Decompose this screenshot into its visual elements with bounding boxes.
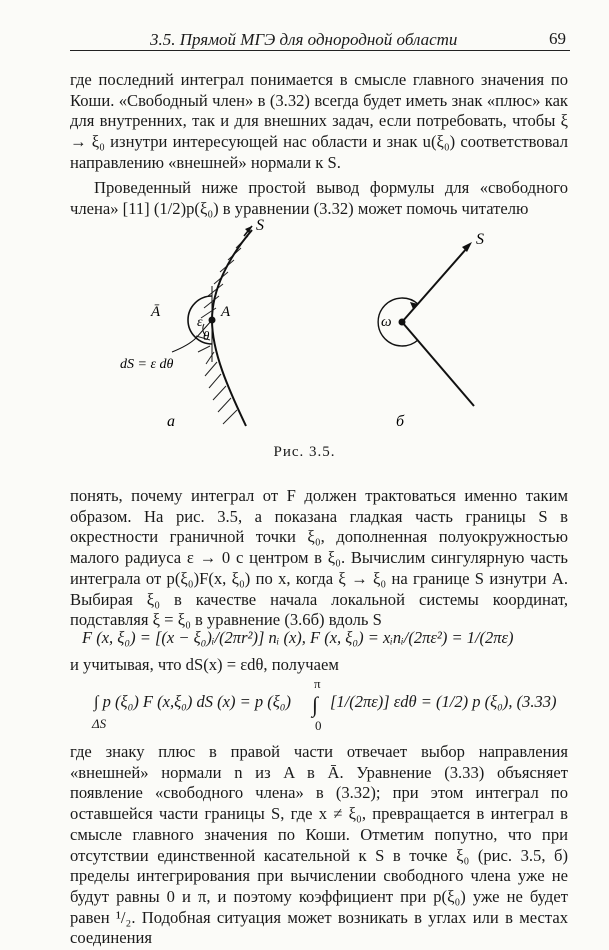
integral-upper-limit: π	[314, 676, 321, 691]
boundary-curve-S	[212, 230, 252, 426]
label-omega: ω	[381, 314, 392, 330]
label-theta: θ	[203, 328, 210, 343]
equation-3-6b: F (x, ξ₀) = [(x − ξ₀)ᵢ/(2πr²)] nᵢ (x), F (x, ξ₀) = xᵢnᵢ/(2πε²) = 1/(2πε)	[82, 628, 514, 647]
equation-3-33-right: [1/(2πε)] εdθ = (1/2) p (ξ₀), (3.33)	[330, 692, 557, 711]
integral-domain-label: ΔS	[92, 716, 107, 731]
running-header	[70, 28, 570, 51]
label-epsilon: ε	[197, 315, 203, 330]
figure-caption: Рис. 3.5.	[273, 444, 336, 460]
edge-lower	[402, 322, 474, 406]
label-b: б	[396, 413, 405, 430]
paragraph-5: где знаку плюс в правой части отвечает выбор направления «внешней» нормали n из A в Ā. Уравнение (3.33) объясняет появление «свободного члена» в (3.32); при этом интеграл по оставшейся части границы S, где x ≠ ξ₀, превращается в интеграл в смысле главного значения по Коши. Отметим попутно, что при отсутствии единственной касательной к S в точке ξ₀ (рис. 3.5, б) пределы интегрирования при вычислении свободного члена уже не будут равны 0 и π, и поэтому коэффициент при p(ξ₀) уже не будет равен ¹/₂. Подобная ситуация может возникать в углах или в местах соединения	[70, 742, 568, 948]
figure-3-5	[0, 212, 609, 482]
label-A: A	[221, 304, 231, 320]
paragraph-3: понять, почему интеграл от F должен трактоваться именно таким образом. На рис. 3.5, а показана гладкая часть границы S в окрестности граничной точки ξ₀, дополненная полуокружностью малого радиуса ε → 0 с центром в ξ₀. Вычислим сингулярную часть интеграла от p(ξ₀)F(x, ξ₀) по x, когда ξ → ξ₀ на границе S изнутри A. Выбирая ξ₀ в качестве начала локальной системы координат, подставляя ξ = ξ₀ в уравнение (3.6б) вдоль S	[70, 486, 568, 630]
paragraph-4: и учитывая, что dS(x) = εdθ, получаем	[70, 655, 339, 674]
paragraph-2: Проведенный ниже простой вывод формулы для «свободного члена» [11] (1/2)p(ξ₀) в уравнении (3.32) может помочь читателю	[70, 178, 568, 218]
point-xi0-b	[399, 319, 406, 326]
label-dS: dS = ε dθ	[120, 357, 174, 372]
label-S-left: S	[256, 217, 264, 234]
header-title: 3.5. Прямой МГЭ для однородной области	[150, 30, 458, 49]
point-xi0-a	[209, 317, 216, 324]
edge-upper	[402, 248, 467, 322]
integral-lower-limit: 0	[315, 718, 322, 733]
page-number: 69	[549, 29, 566, 48]
dS-arrow	[172, 338, 196, 352]
equation-3-33-left: ∫ p (ξ₀) F (x,ξ₀) dS (x) = p (ξ₀)	[94, 692, 291, 711]
label-Abar: Ā	[151, 304, 161, 320]
label-S-right: S	[476, 231, 484, 248]
paragraph-1: где последний интеграл понимается в смысле главного значения по Коши. «Свободный член» в (3.32) всегда будет иметь знак «плюс» как для внутренних, так и для внешних задач, если потребовать, чтобы ξ → ξ₀ изнутри интересующей нас области и знак u(ξ₀) соответствовал направлению «внешней» нормали к S.	[70, 70, 568, 172]
label-a: а	[167, 413, 175, 430]
integral-sign: ∫	[312, 692, 319, 717]
